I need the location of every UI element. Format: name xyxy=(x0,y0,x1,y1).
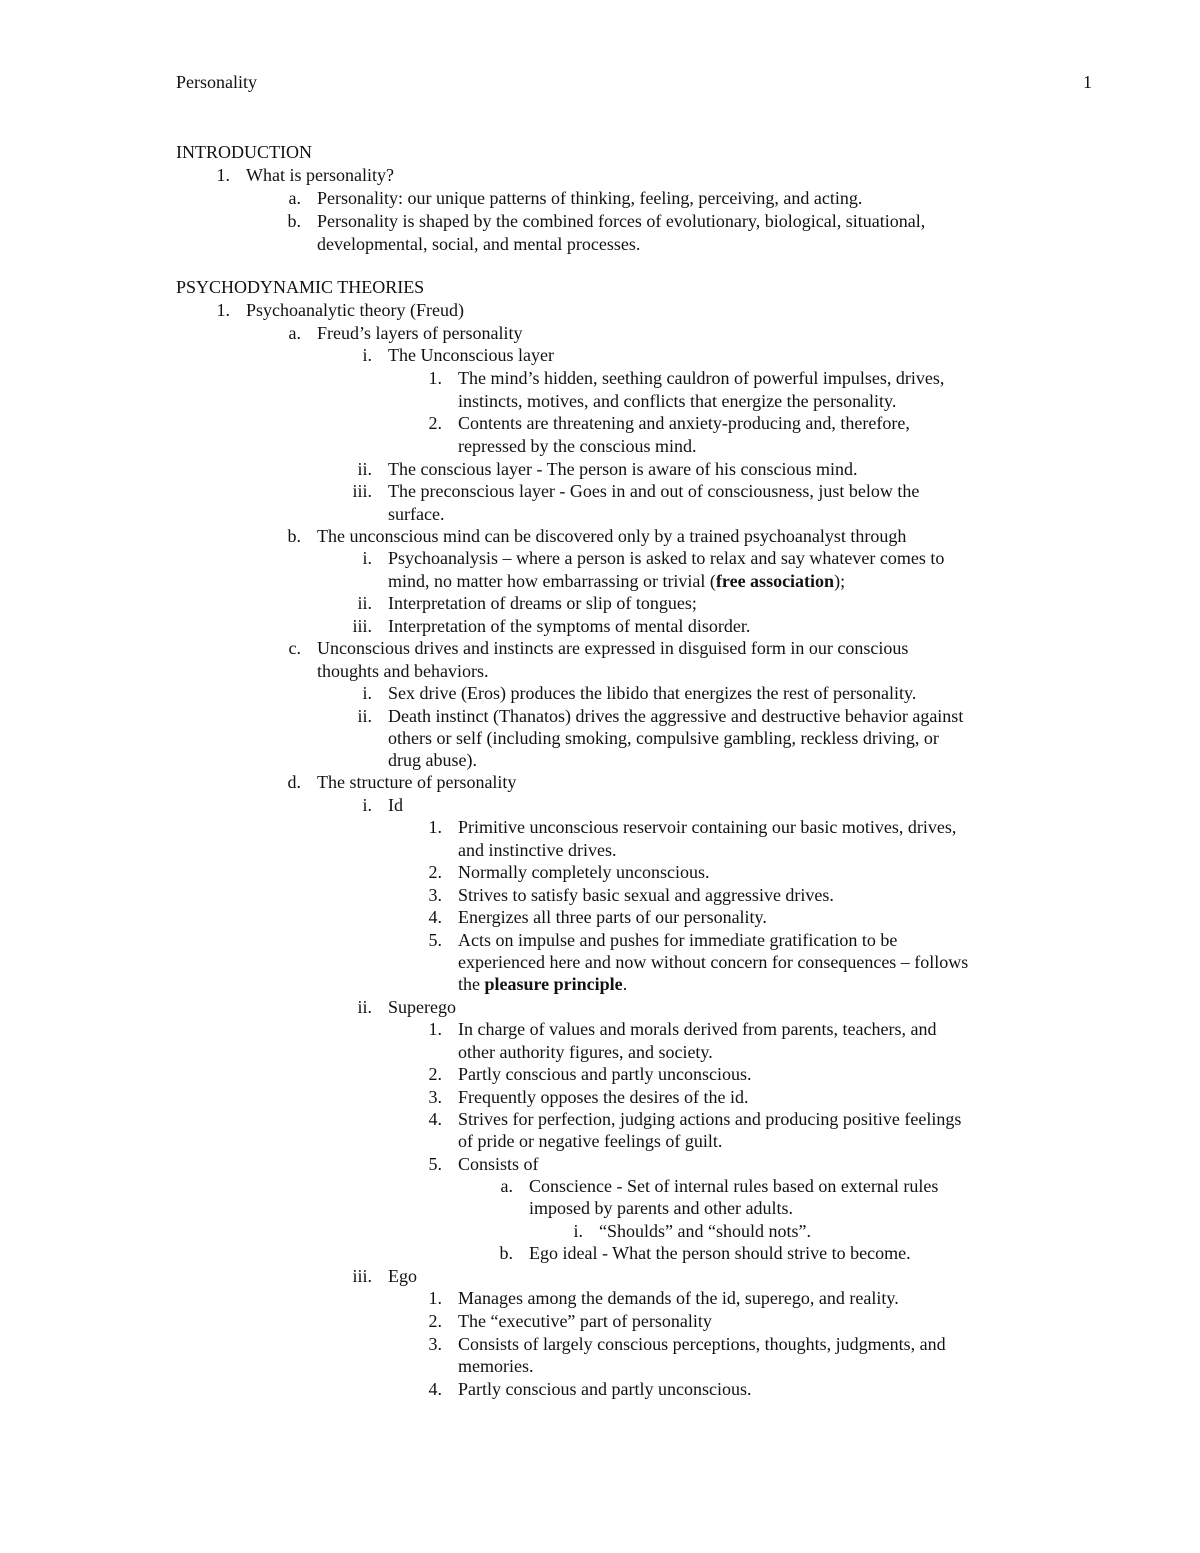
outline-line: thoughts and behaviors. xyxy=(317,661,489,681)
list-marker: i. xyxy=(362,683,372,703)
outline-line: Personality is shaped by the combined forces of evolutionary, biological, situational, xyxy=(317,211,926,231)
outline-line: the pleasure principle. xyxy=(458,974,628,994)
list-marker: 4. xyxy=(428,1379,442,1399)
list-marker: ii. xyxy=(357,459,372,479)
outline-line: Personality: our unique patterns of thinking, feeling, perceiving, and acting. xyxy=(317,188,863,208)
list-marker: c. xyxy=(288,638,301,658)
outline-line: Strives to satisfy basic sexual and aggressive drives. xyxy=(458,885,834,905)
outline-line: The structure of personality xyxy=(317,772,517,792)
list-marker: i. xyxy=(362,795,372,815)
outline-line: The mind’s hidden, seething cauldron of powerful impulses, drives, xyxy=(458,368,945,388)
list-marker: 5. xyxy=(428,930,442,950)
list-marker: 3. xyxy=(428,885,442,905)
outline-line: surface. xyxy=(388,504,445,524)
outline-line: Psychoanalysis – where a person is asked to relax and say whatever comes to xyxy=(388,548,945,568)
list-marker: a. xyxy=(500,1176,513,1196)
outline-line: others or self (including smoking, compulsive gambling, reckless driving, or xyxy=(388,728,939,748)
outline-line: What is personality? xyxy=(246,165,394,185)
outline-line: Partly conscious and partly unconscious. xyxy=(458,1379,752,1399)
outline-line: instincts, motives, and conflicts that energize the personality. xyxy=(458,391,897,411)
running-header-title: Personality xyxy=(176,72,257,92)
outline-line: The Unconscious layer xyxy=(388,345,554,365)
outline-line: Frequently opposes the desires of the id. xyxy=(458,1087,749,1107)
list-marker: ii. xyxy=(357,997,372,1017)
outline-line: and instinctive drives. xyxy=(458,840,617,860)
outline-line: developmental, social, and mental processes. xyxy=(317,234,641,254)
outline-line: Freud’s layers of personality xyxy=(317,323,523,343)
outline-line: Interpretation of dreams or slip of tongues; xyxy=(388,593,697,613)
list-marker: iii. xyxy=(352,481,372,501)
outline-line: In charge of values and morals derived from parents, teachers, and xyxy=(458,1019,937,1039)
outline-line: PSYCHODYNAMIC THEORIES xyxy=(176,277,425,297)
outline-line: other authority figures, and society. xyxy=(458,1042,713,1062)
outline-line: repressed by the conscious mind. xyxy=(458,436,697,456)
list-marker: iii. xyxy=(352,1266,372,1286)
outline-line: Psychoanalytic theory (Freud) xyxy=(246,300,464,320)
list-marker: 2. xyxy=(428,1064,442,1084)
list-marker: i. xyxy=(573,1221,583,1241)
list-marker: a. xyxy=(288,323,301,343)
list-marker: 1. xyxy=(216,300,230,320)
outline-line: The “executive” part of personality xyxy=(458,1311,712,1331)
outline-line: Superego xyxy=(388,997,456,1017)
page-number: 1 xyxy=(1083,72,1092,92)
outline-line: Energizes all three parts of our personality. xyxy=(458,907,767,927)
list-marker: 1. xyxy=(428,817,442,837)
outline-line: experienced here and now without concern for consequences – follows xyxy=(458,952,969,972)
list-marker: 2. xyxy=(428,1311,442,1331)
list-marker: i. xyxy=(362,345,372,365)
list-marker: a. xyxy=(288,188,301,208)
outline-line: Normally completely unconscious. xyxy=(458,862,710,882)
list-marker: 2. xyxy=(428,413,442,433)
outline-line: Manages among the demands of the id, superego, and reality. xyxy=(458,1288,899,1308)
list-marker: 3. xyxy=(428,1334,442,1354)
list-marker: 3. xyxy=(428,1087,442,1107)
list-marker: i. xyxy=(362,548,372,568)
outline-line: Id xyxy=(388,795,403,815)
outline-line: Conscience - Set of internal rules based on external rules xyxy=(529,1176,939,1196)
list-marker: 1. xyxy=(428,368,442,388)
outline-line: memories. xyxy=(458,1356,534,1376)
outline-line: Ego xyxy=(388,1266,417,1286)
list-marker: 1. xyxy=(428,1019,442,1039)
outline-line: Consists of largely conscious perceptions, thoughts, judgments, and xyxy=(458,1334,946,1354)
bold-term: free association xyxy=(715,571,835,591)
outline-line: Primitive unconscious reservoir containing our basic motives, drives, xyxy=(458,817,957,837)
list-marker: ii. xyxy=(357,593,372,613)
list-marker: b. xyxy=(499,1243,513,1263)
outline-line: Interpretation of the symptoms of mental disorder. xyxy=(388,616,751,636)
outline-line: of pride or negative feelings of guilt. xyxy=(458,1131,723,1151)
outline-line: Ego ideal - What the person should strive to become. xyxy=(529,1243,911,1263)
outline-line: The preconscious layer - Goes in and out of consciousness, just below the xyxy=(388,481,920,501)
list-marker: b. xyxy=(287,211,301,231)
outline-line: The conscious layer - The person is aware of his conscious mind. xyxy=(388,459,858,479)
outline-line: imposed by parents and other adults. xyxy=(529,1198,793,1218)
list-marker: ii. xyxy=(357,706,372,726)
outline-line: The unconscious mind can be discovered only by a trained psychoanalyst through xyxy=(317,526,907,546)
outline-line: Sex drive (Eros) produces the libido that energizes the rest of personality. xyxy=(388,683,917,703)
outline-line: Death instinct (Thanatos) drives the aggressive and destructive behavior against xyxy=(388,706,964,726)
outline-line: mind, no matter how embarrassing or trivial (free association); xyxy=(388,571,846,591)
outline-line: Strives for perfection, judging actions and producing positive feelings xyxy=(458,1109,962,1129)
outline-line: drug abuse). xyxy=(388,750,477,770)
list-marker: d. xyxy=(287,772,301,792)
bold-term: pleasure principle xyxy=(484,974,623,994)
outline-line: Acts on impulse and pushes for immediate gratification to be xyxy=(458,930,898,950)
outline-line: Partly conscious and partly unconscious. xyxy=(458,1064,752,1084)
list-marker: 1. xyxy=(428,1288,442,1308)
outline-line: INTRODUCTION xyxy=(176,142,312,162)
list-marker: 1. xyxy=(216,165,230,185)
outline-line: Contents are threatening and anxiety-producing and, therefore, xyxy=(458,413,910,433)
outline-line: “Shoulds” and “should nots”. xyxy=(599,1221,811,1241)
list-marker: 4. xyxy=(428,907,442,927)
list-marker: 2. xyxy=(428,862,442,882)
list-marker: b. xyxy=(287,526,301,546)
list-marker: 5. xyxy=(428,1154,442,1174)
list-marker: 4. xyxy=(428,1109,442,1129)
list-marker: iii. xyxy=(352,616,372,636)
outline-line: Unconscious drives and instincts are expressed in disguised form in our conscious xyxy=(317,638,909,658)
outline-line: Consists of xyxy=(458,1154,539,1174)
